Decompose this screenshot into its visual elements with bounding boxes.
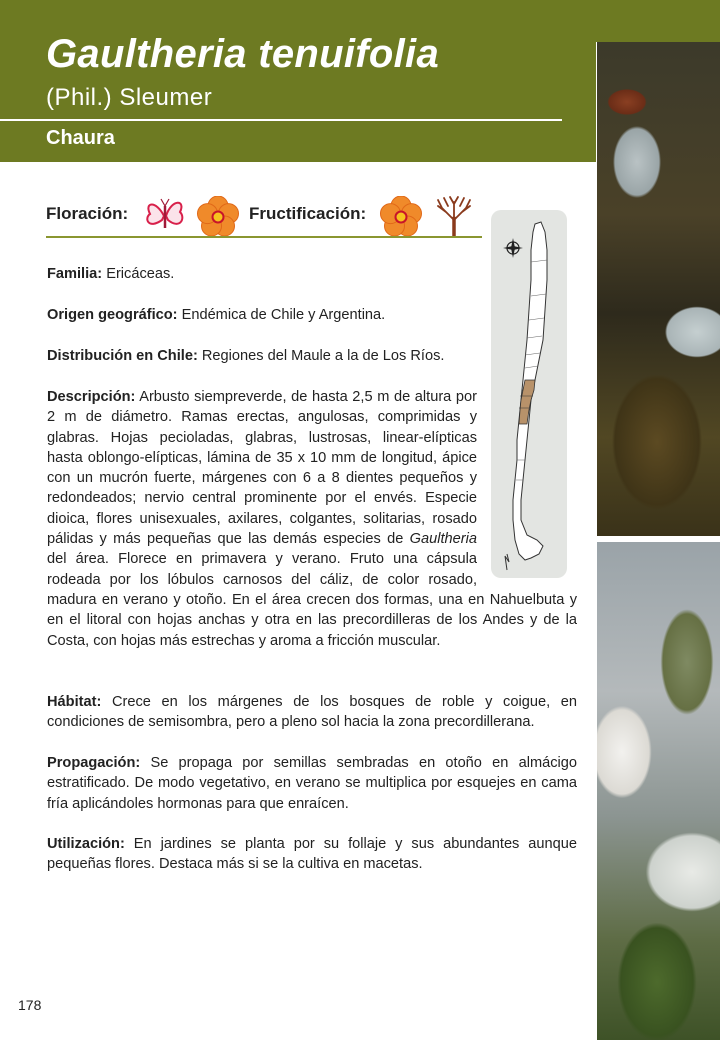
descripcion-label: Descripción: xyxy=(47,389,136,405)
distribucion-label: Distribución en Chile: xyxy=(47,348,198,364)
origen-label: Origen geográfico: xyxy=(47,307,178,323)
compass-rose-icon xyxy=(503,238,523,258)
flower-icon xyxy=(375,196,427,238)
propagacion-text: Se propaga por semillas sembradas en otoño en almácigo estratificado. De modo vegetativo, en verano se multiplica por esquejes en cama fría aplicándoles hormonas para que enraícen. xyxy=(47,755,577,812)
species-title: Gaultheria tenuifolia xyxy=(46,32,440,76)
descripcion-text-1: Arbusto siempreverde, de hasta 2,5 m de altura por 2 m de diámetro. Ramas erectas, angulosas, comprimidas y glabras. Hojas pecioladas, glabras, lustrosas, linear-elípticas hasta oblongo-elípticas, lámina de 35 x 10 mm de longitud, ápice con un mucrón fuerte, márgenes con 6 a 8 dientes pequeños y redondeados; nervio central prominente por el envés. Especie dioica, flores unisexuales, axilares, colgantes, solitarias, rosado pálidas y más pequeñas que las demás especies de xyxy=(47,389,477,548)
descripcion-text-2: del área. Florece en primavera y verano. Fruto una cápsula rodeada por los lóbulos carnosos del cáliz, de color rosado, madura en verano y otoño. En el área crecen dos formas, una en Nahuelbuta y en el litoral con hojas anchas y otra en las precordilleras de los Andes y de la Costa, con hojas más estrechas y aroma a fricción muscular. xyxy=(47,551,577,649)
page-number: 178 xyxy=(18,997,42,1013)
section-habitat xyxy=(47,692,577,733)
utilizacion-text: En jardines se planta por su follaje y sus abundantes aunque pequeñas flores. Destaca más si se la cultiva en macetas. xyxy=(47,836,577,873)
flowering-label: Floración: xyxy=(46,204,129,223)
section-distribucion xyxy=(47,346,483,366)
header-top-strip xyxy=(596,0,720,42)
plant-photo-top xyxy=(597,42,720,536)
map-text-wrap-spacer xyxy=(477,387,577,589)
tree-icon xyxy=(430,196,478,238)
section-propagacion xyxy=(47,753,577,814)
section-familia xyxy=(47,264,477,284)
common-name: Chaura xyxy=(46,127,115,149)
habitat-text: Crece en los márgenes de los bosques de roble y coigue, en condiciones de semisombra, pero a pleno sol hacia la zona precordillerana. xyxy=(47,694,577,731)
utilizacion-label: Utilización: xyxy=(47,836,125,852)
butterfly-icon xyxy=(142,196,188,236)
origen-text: Endémica de Chile y Argentina. xyxy=(177,307,386,323)
descripcion-genus: Gaultheria xyxy=(409,531,477,548)
plant-photo-bottom xyxy=(597,542,720,1040)
distribucion-text: Regiones del Maule a la de Los Ríos. xyxy=(197,348,445,364)
familia-label: Familia: xyxy=(47,266,103,282)
phenology-divider xyxy=(46,236,482,238)
species-author: (Phil.) Sleumer xyxy=(46,84,213,111)
propagacion-label: Propagación: xyxy=(47,755,141,771)
phenology-row xyxy=(46,196,476,236)
flower-icon xyxy=(192,196,244,238)
fruiting-label: Fructificación: xyxy=(249,204,367,223)
section-origen xyxy=(47,305,477,325)
familia-text: Ericáceas. xyxy=(102,266,175,282)
section-utilizacion xyxy=(47,834,577,875)
habitat-label: Hábitat: xyxy=(47,694,102,710)
section-descripcion-text xyxy=(47,387,577,651)
